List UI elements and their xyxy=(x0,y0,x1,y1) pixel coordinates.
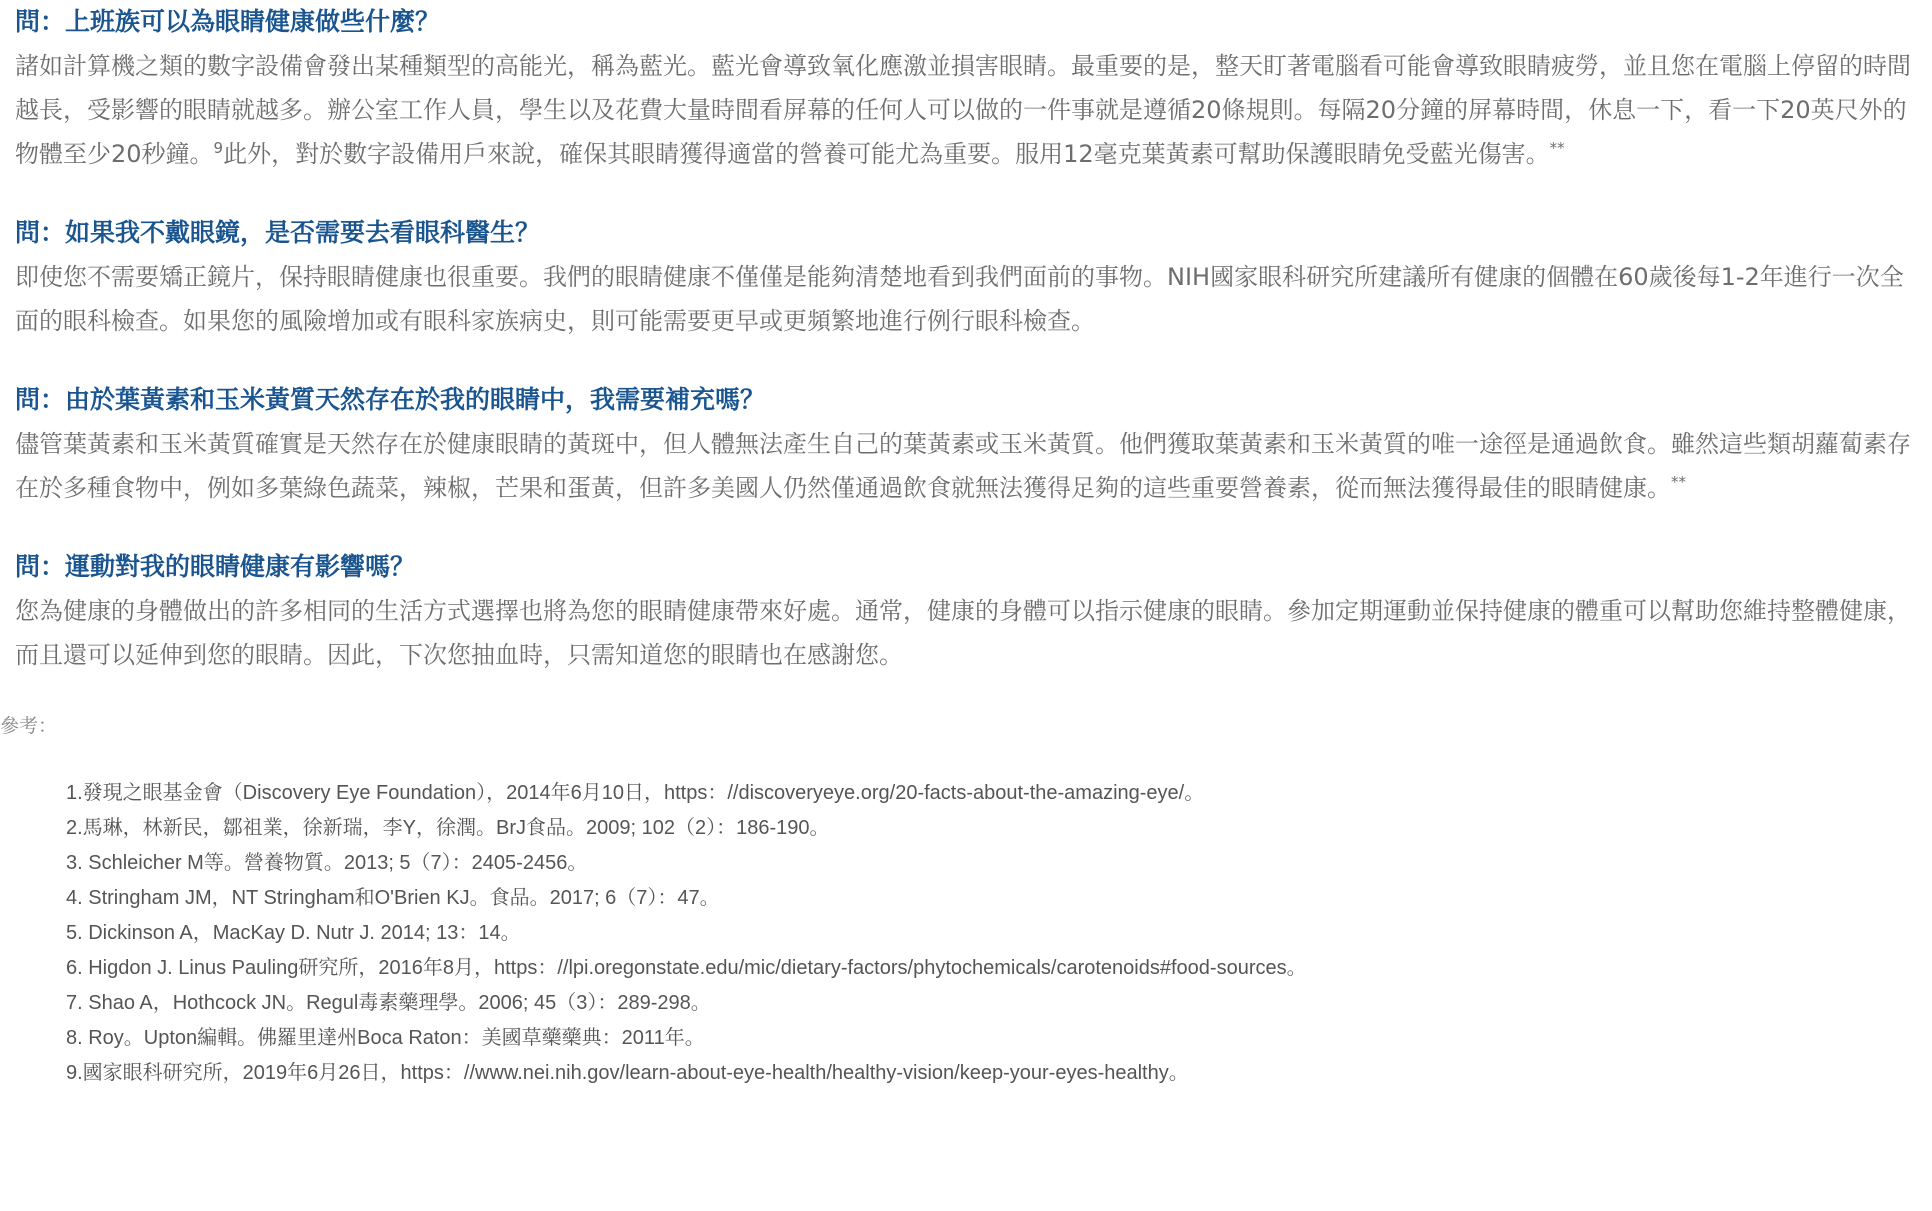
faq-question: 問：運動對我的眼睛健康有影響嗎？ xyxy=(15,552,416,581)
references-heading: 參考： xyxy=(0,715,58,737)
faq-question: 問：上班族可以為眼睛健康做些什麼？ xyxy=(15,7,441,36)
faq-item xyxy=(15,378,1922,510)
answer-text: 您為健康的身體做出的許多相同的生活方式選擇也將為您的眼睛健康帶來好處。通常，健康的身體可以指示健康的眼睛。參加定期運動並保持健康的體重可以幫助您維持整體健康，而且還可以延伸到您的眼睛。因此，下次您抽血時，只需知道您的眼睛也在感謝您。 xyxy=(15,597,1911,669)
reference-item: 7. Shao A，Hothcock JN。Regul毒素藥理學。2006; 45（3）：289-298。 xyxy=(66,992,711,1014)
faq-item xyxy=(15,211,1922,343)
faq-question: 問：如果我不戴眼鏡，是否需要去看眼科醫生？ xyxy=(15,218,541,247)
footnote-marker: ** xyxy=(1549,139,1565,157)
references-list xyxy=(0,776,1932,1091)
answer-text: 儘管葉黃素和玉米黃質確實是天然存在於健康眼睛的黃斑中，但人體無法產生自己的葉黃素或玉米黃質。他們獲取葉黃素和玉米黃質的唯一途徑是通過飲食。雖然這些類胡蘿蔔素存在於多種食物中，例如多葉綠色蔬菜，辣椒，芒果和蛋黃，但許多美國人仍然僅通過飲食就無法獲得足夠的這些重要營養素，從而無法獲得最佳的眼睛健康。 xyxy=(15,430,1911,502)
reference-item: 1.發現之眼基金會（Discovery Eye Foundation），2014年6月10日，https：//discoveryeye.org/20-facts-about-the-amazing-eye/。 xyxy=(66,782,1205,804)
citation-marker: 9 xyxy=(213,139,224,157)
answer-text: 此外，對於數字設備用戶來說，確保其眼睛獲得適當的營養可能尤為重要。服用12毫克葉黃素可幫助保護眼睛免受藍光傷害。 xyxy=(223,140,1550,168)
reference-item: 6. Higdon J. Linus Pauling研究所，2016年8月，https：//lpi.oregonstate.edu/mic/dietary-factors/phytochemicals/carotenoids#food-sources。 xyxy=(66,957,1307,979)
reference-item: 2.馬琳，林新民，鄒祖業，徐新瑞，李Y，徐潤。BrJ食品。2009; 102（2）：186-190。 xyxy=(66,817,830,839)
footnote-marker: ** xyxy=(1671,473,1686,491)
faq-answer xyxy=(15,422,1922,510)
reference-item: 8. Roy。Upton編輯。佛羅里達州Boca Raton：美國草藥藥典：2011年。 xyxy=(66,1027,705,1049)
reference-item: 9.國家眼科研究所，2019年6月26日，https：//www.nei.nih.gov/learn-about-eye-health/healthy-vision/keep-your-eyes-healthy。 xyxy=(66,1062,1189,1084)
reference-item: 4. Stringham JM，NT Stringham和O'Brien KJ。食品。2017; 6（7）：47。 xyxy=(66,887,720,909)
reference-item: 5. Dickinson A，MacKay D. Nutr J. 2014; 13：14。 xyxy=(66,922,521,944)
faq-item xyxy=(15,545,1922,677)
answer-text: 即使您不需要矯正鏡片，保持眼睛健康也很重要。我們的眼睛健康不僅僅是能夠清楚地看到我們面前的事物。NIH國家眼科研究所建議所有健康的個體在60歲後每1-2年進行一次全面的眼科檢查。如果您的風險增加或有眼科家族病史，則可能需要更早或更頻繁地進行例行眼科檢查。 xyxy=(15,263,1904,335)
reference-item: 3. Schleicher M等。營養物質。2013; 5（7）：2405-2456。 xyxy=(66,852,588,874)
faq-item xyxy=(15,0,1922,176)
answer-text: 諸如計算機之類的數字設備會發出某種類型的高能光，稱為藍光。藍光會導致氧化應激並損害眼睛。最重要的是，整天盯著電腦看可能會導致眼睛疲勞，並且您在電腦上停留的時間越長，受影響的眼睛就越多。辦公室工作人員，學生以及花費大量時間看屏幕的任何人可以做的一件事就是遵循20條規則。每隔20分鐘的屏幕時間，休息一下，看一下20英尺外的物體至少20秒鐘。 xyxy=(15,52,1911,168)
faq-answer xyxy=(15,44,1922,176)
faq-answer xyxy=(15,255,1922,343)
faq-answer xyxy=(15,589,1922,677)
faq-question: 問：由於葉黃素和玉米黃質天然存在於我的眼睛中，我需要補充嗎？ xyxy=(15,385,766,414)
